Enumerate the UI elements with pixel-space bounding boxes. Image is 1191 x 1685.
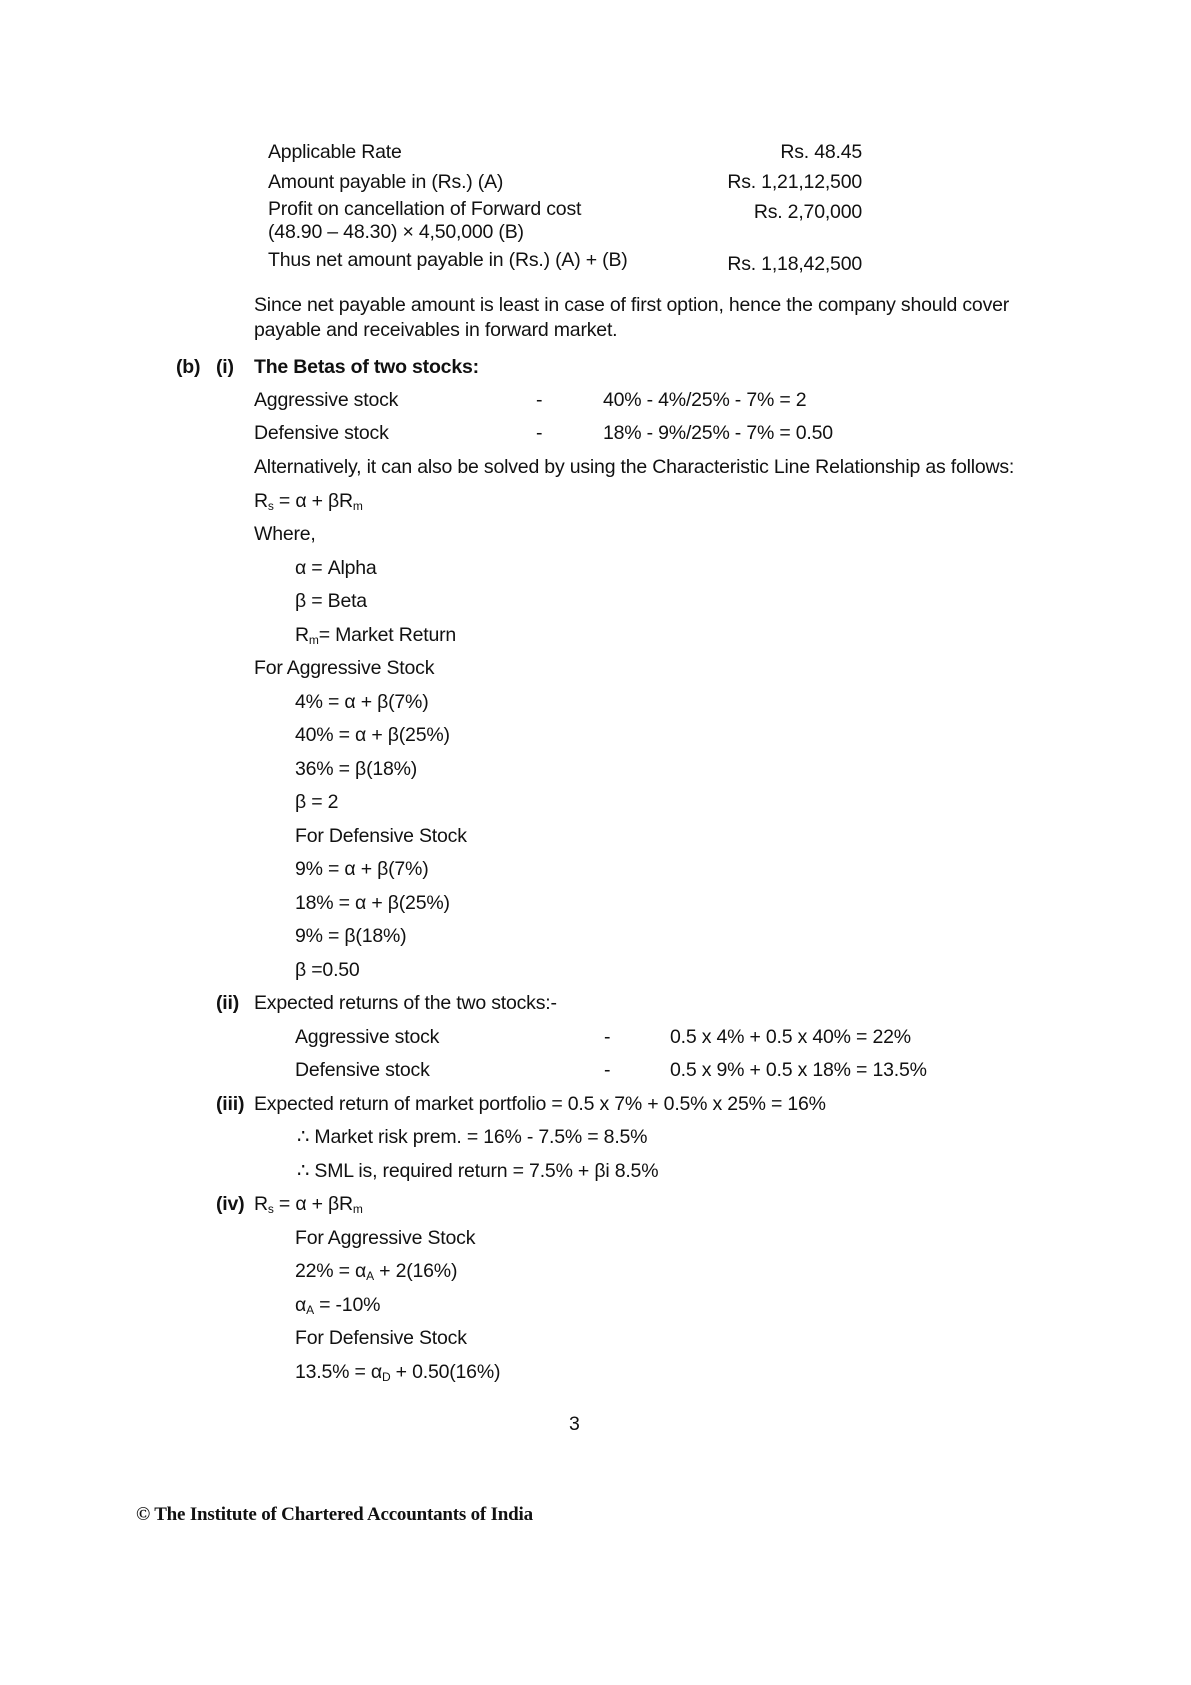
row-value-amount-payable: Rs. 1,21,12,500 — [727, 171, 862, 193]
definition-beta: β = Beta — [295, 590, 367, 612]
part-iv-label: (iv) — [216, 1193, 245, 1215]
aggressive-stock-title: For Aggressive Stock — [254, 657, 435, 679]
page-number: 3 — [569, 1413, 580, 1435]
alternative-text: Alternatively, it can also be solved by using the Characteristic Line Relationship as follows: — [254, 456, 1015, 478]
return-aggressive-name: Aggressive stock — [295, 1026, 440, 1048]
row-value-profit-cancellation: Rs. 2,70,000 — [753, 201, 862, 223]
part-iii-label: (iii) — [216, 1093, 245, 1115]
return-defensive-name: Defensive stock — [295, 1059, 430, 1081]
conclusion-line-1: Since net payable amount is least in case of first option, hence the company should cover — [254, 294, 1010, 316]
beta-aggressive-name: Aggressive stock — [254, 389, 399, 411]
row-label-amount-payable: Amount payable in (Rs.) (A) — [268, 171, 504, 193]
part-i-label: (i) — [216, 356, 234, 378]
betas-heading: The Betas of two stocks: — [254, 356, 479, 378]
row-value-applicable-rate: Rs. 48.45 — [780, 141, 862, 163]
part-ii-label: (ii) — [216, 992, 240, 1014]
defensive-step: 9% = α + β(7%) — [295, 858, 429, 880]
aggressive-step: 4% = α + β(7%) — [295, 691, 429, 713]
return-aggressive-dash: - — [604, 1026, 611, 1048]
part-b-label: (b) — [176, 356, 201, 378]
beta-aggressive-calc: 40% - 4%/25% - 7% = 2 — [603, 389, 807, 411]
market-risk-premium: ∴ Market risk prem. = 16% - 7.5% = 8.5% — [297, 1126, 648, 1148]
aggressive-step: β = 2 — [295, 791, 339, 813]
iv-defensive-eq1: $13.5\% = \alpha_D + 0.50(16\%)$ — [295, 1361, 501, 1384]
sml-equation: ∴ SML is, required return = 7.5% + βi 8.5% — [297, 1160, 659, 1182]
definition-alpha: α = Alpha — [295, 557, 377, 579]
beta-defensive-name: Defensive stock — [254, 422, 389, 444]
characteristic-line-formula: $R_s = \alpha + \beta R_m$ — [254, 490, 363, 513]
row-label-profit-cancellation: Profit on cancellation of Forward cost — [268, 198, 582, 220]
row-label-profit-cancellation-calc: (48.90 – 48.30) × 4,50,000 (B) — [268, 221, 524, 243]
iv-aggressive-eq2: $\alpha_A = -10\%$ — [295, 1294, 381, 1317]
aggressive-step: 40% = α + β(25%) — [295, 724, 450, 746]
conclusion-line-2: payable and receivables in forward market. — [254, 319, 618, 341]
beta-defensive-dash: - — [536, 422, 543, 444]
return-aggressive-calc: 0.5 x 4% + 0.5 x 40% = 22% — [670, 1026, 911, 1048]
iv-formula: $R_s = \alpha + \beta R_m$ — [254, 1193, 363, 1216]
defensive-stock-title: For Defensive Stock — [295, 825, 467, 847]
where-label: Where, — [254, 523, 316, 545]
aggressive-step: 36% = β(18%) — [295, 758, 418, 780]
market-portfolio-return: Expected return of market portfolio = 0.5 x 7% + 0.5% x 25% = 16% — [254, 1093, 826, 1115]
definition-market-return: $R_m=$ Market Return — [295, 624, 457, 647]
return-defensive-calc: 0.5 x 9% + 0.5 x 18% = 13.5% — [670, 1059, 927, 1081]
beta-defensive-calc: 18% - 9%/25% - 7% = 0.50 — [603, 422, 833, 444]
row-label-applicable-rate: Applicable Rate — [268, 141, 402, 163]
return-defensive-dash: - — [604, 1059, 611, 1081]
footer-copyright: © The Institute of Chartered Accountants of India — [136, 1504, 533, 1525]
row-label-net-payable: Thus net amount payable in (Rs.) (A) + (B) — [268, 249, 628, 271]
beta-aggressive-dash: - — [536, 389, 543, 411]
defensive-step: 9% = β(18%) — [295, 925, 407, 947]
iv-aggressive-title: For Aggressive Stock — [295, 1227, 476, 1249]
defensive-step: 18% = α + β(25%) — [295, 892, 450, 914]
iv-aggressive-eq1: $22\% = \alpha_A + 2(16\%)$ — [295, 1260, 458, 1283]
iv-defensive-title: For Defensive Stock — [295, 1327, 467, 1349]
expected-returns-heading: Expected returns of the two stocks:- — [254, 992, 557, 1014]
row-value-net-payable: Rs. 1,18,42,500 — [727, 253, 862, 275]
defensive-step: β =0.50 — [295, 959, 360, 981]
